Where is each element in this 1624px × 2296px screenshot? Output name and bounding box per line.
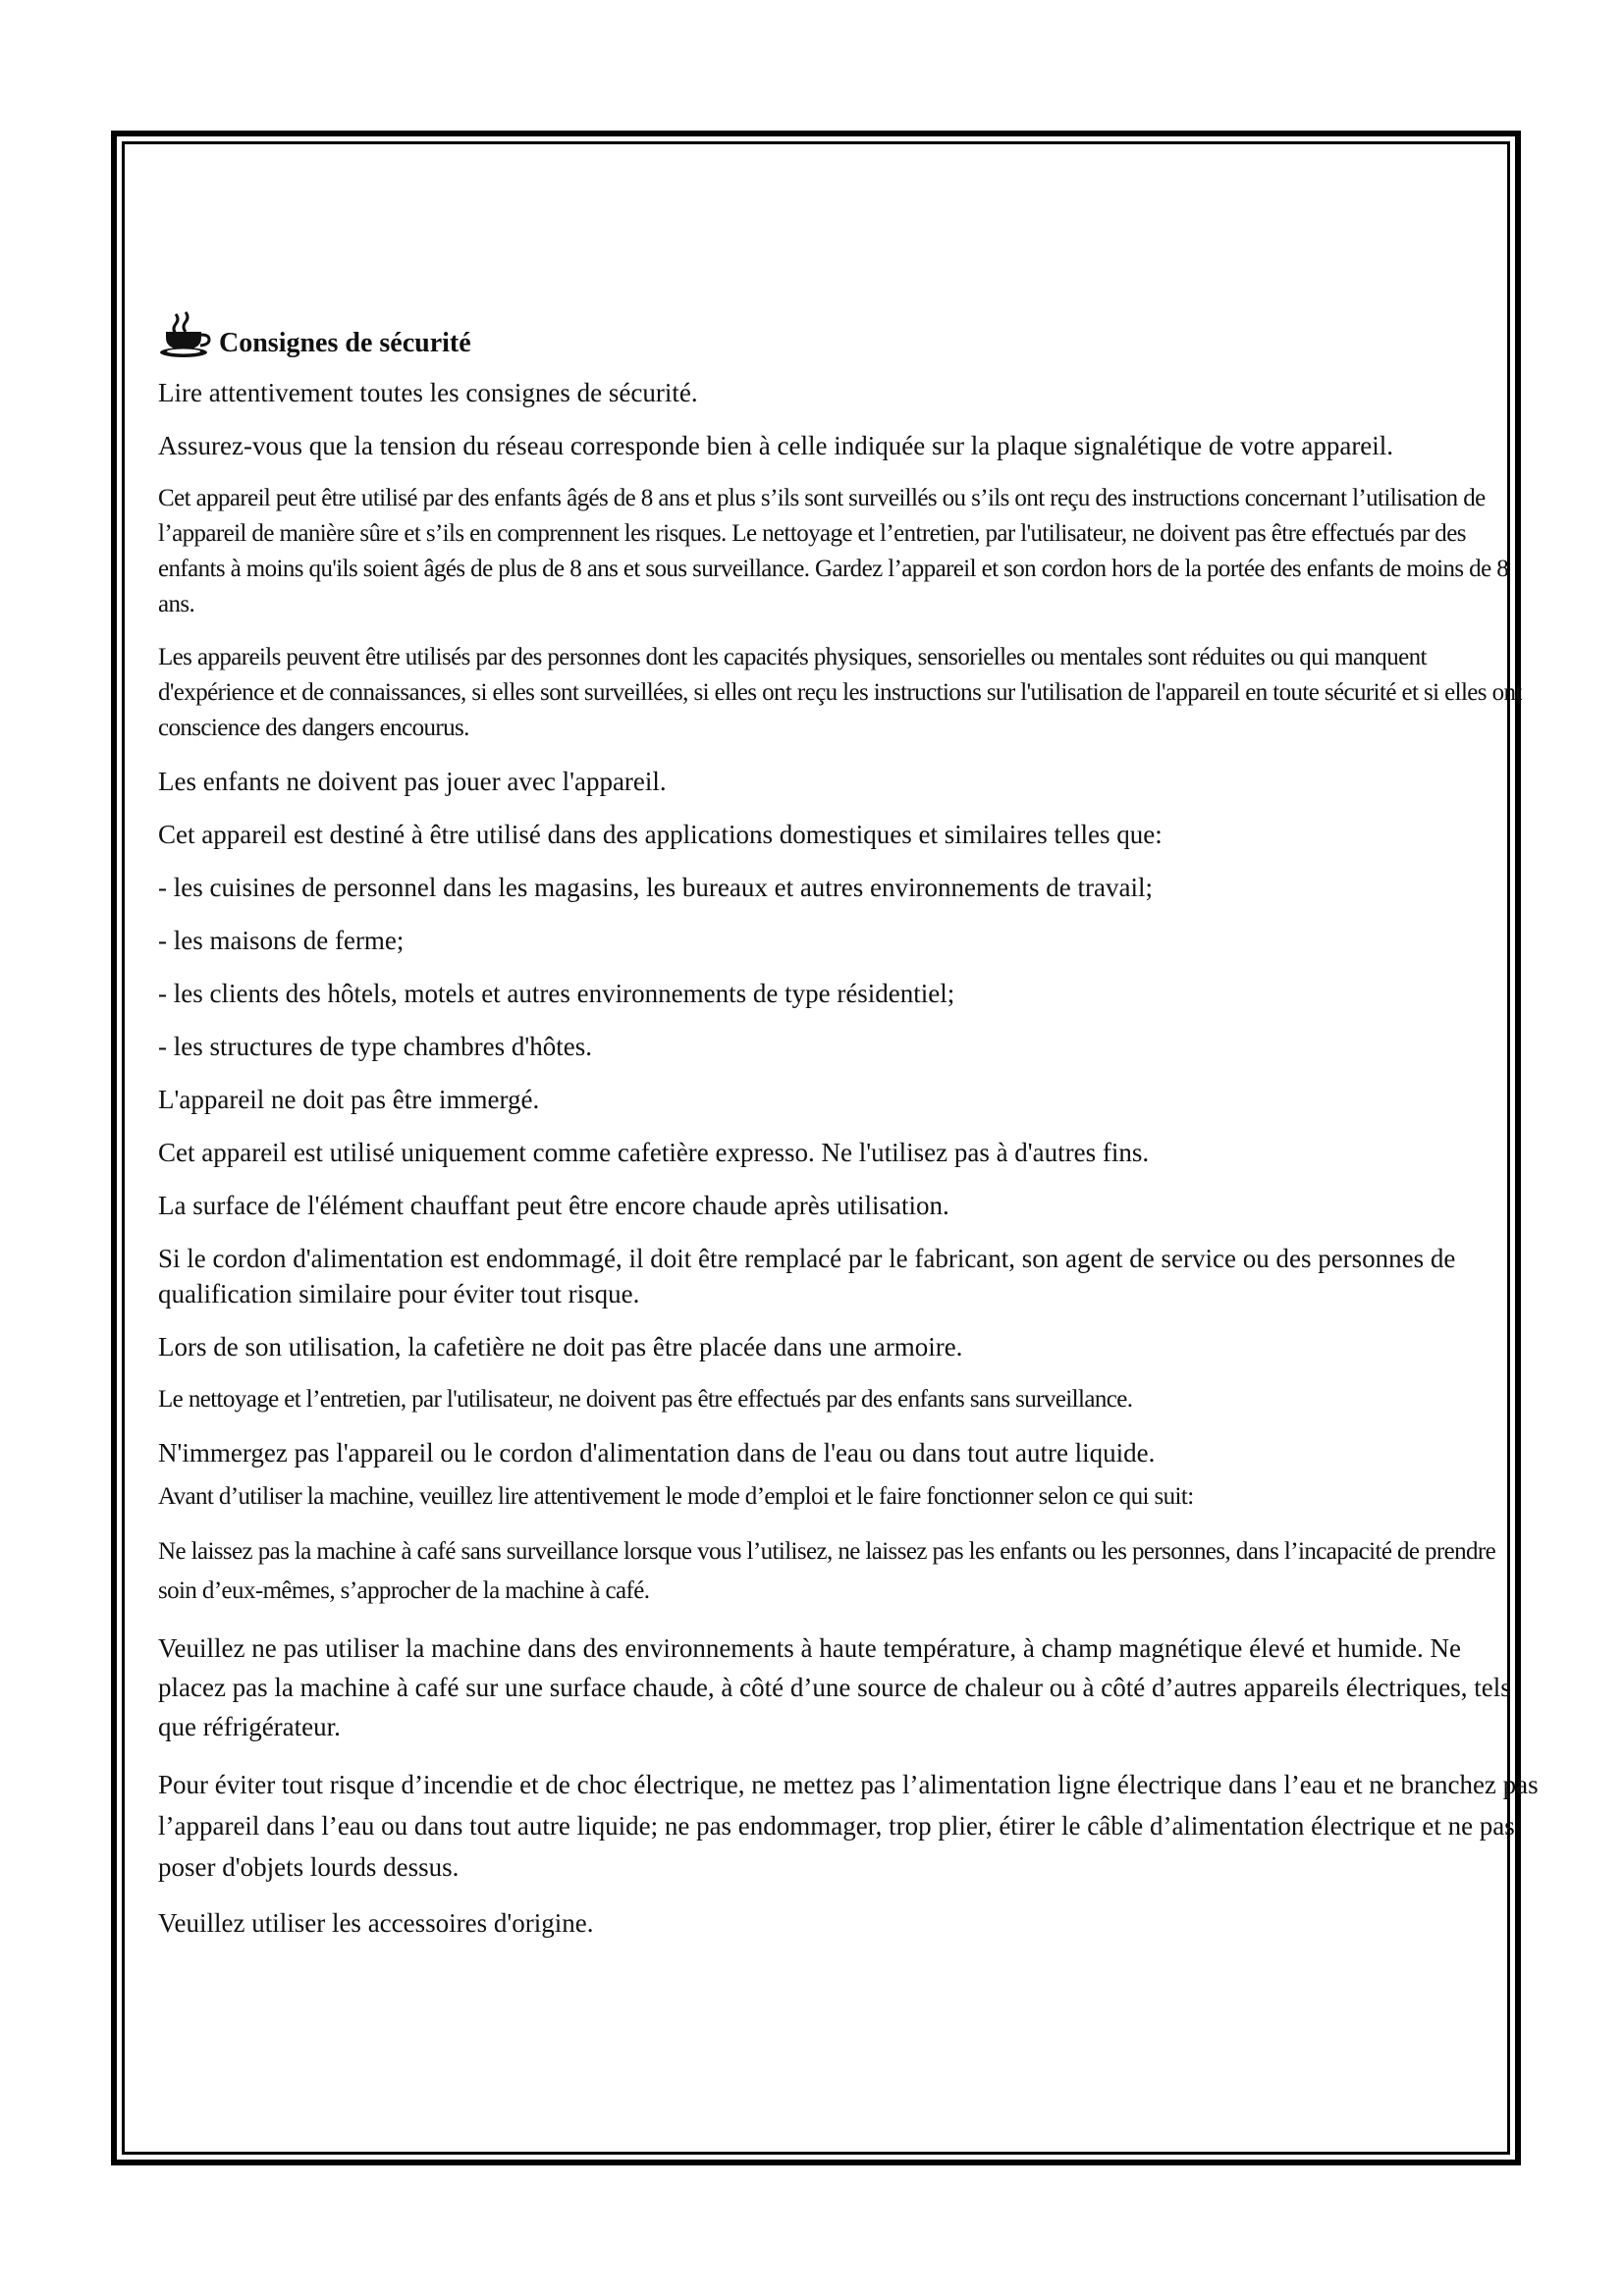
list-item: - les cuisines de personnel dans les magasins, les bureaux et autres environnements de travail; [158,873,1153,902]
list-item: - les maisons de ferme; [158,926,405,955]
section-heading [158,310,1533,359]
paragraph: Le nettoyage et l’entretien, par l'utilisateur, ne doivent pas être effectués par des enfants sans surveillance. [158,1386,1133,1413]
coffee-cup-icon [158,310,213,359]
paragraph: Ne laissez pas la machine à café sans surveillance lorsque vous l’utilisez, ne laissez pas les enfants ou les personnes, dans l’incapacité de prendre soin d’eux-mêmes, s’approcher de la machine à café. [158,1538,1496,1604]
paragraph: Cet appareil est utilisé uniquement comme cafetière expresso. Ne l'utilisez pas à d'autres fins. [158,1138,1150,1167]
paragraph: Pour éviter tout risque d’incendie et de choc électrique, ne mettez pas l’alimentation ligne électrique dans l’eau et ne branchez pas l’appareil dans l’eau ou dans tout autre liquide; ne pas endommager, trop plier, étirer le câble d’alimentation électrique et ne pas poser d'objets lourds dessus. [158,1770,1539,1882]
paragraph: L'appareil ne doit pas être immergé. [158,1085,540,1114]
paragraph: Les appareils peuvent être utilisés par des personnes dont les capacités physiques, sensorielles ou mentales sont réduites ou qui manquent d'expérience et de connaissances, si elles sont surveillées, si elles ont reçu les instructions sur l'utilisation de l'appareil en toute sécurité et si elles ont conscience des dangers encourus. [158,644,1522,741]
paragraph: N'immergez pas l'appareil ou le cordon d'alimentation dans de l'eau ou dans tout autre liquide. [158,1438,1156,1468]
list-item: - les clients des hôtels, motels et autres environnements de type résidentiel; [158,979,955,1008]
list-item: - les structures de type chambres d'hôtes. [158,1032,592,1061]
paragraph: Si le cordon d'alimentation est endommagé, il doit être remplacé par le fabricant, son agent de service ou des personnes de qualification similaire pour éviter tout risque. [158,1244,1456,1308]
paragraph: Veuillez ne pas utiliser la machine dans des environnements à haute température, à champ magnétique élevé et humide. Ne placez pas la machine à café sur une surface chaude, à côté d’une source de chaleur ou à côté d’autres appareils électriques, tels que réfrigérateur. [158,1633,1511,1741]
paragraph: Lire attentivement toutes les consignes de sécurité. [158,378,698,407]
paragraph: Lors de son utilisation, la cafetière ne doit pas être placée dans une armoire. [158,1332,963,1362]
paragraph: Cet appareil est destiné à être utilisé dans des applications domestiques et similaires telles que: [158,820,1163,849]
paragraph: Veuillez utiliser les accessoires d'origine. [158,1908,594,1938]
paragraph: Les enfants ne doivent pas jouer avec l'appareil. [158,767,667,796]
paragraph: Cet appareil peut être utilisé par des enfants âgés de 8 ans et plus s’ils sont surveillés ou s’ils ont reçu des instructions concernant l’utilisation de l’appareil de manière sûre et s’ils en comprennent les risques. Le nettoyage et l’entretien, par l'utilisateur, ne doivent pas être effectués par des enfants à moins qu'ils soient âgés de plus de 8 ans et sous surveillance. Gardez l’appareil et son cordon hors de la portée des enfants de moins de 8 ans. [158,485,1509,617]
paragraph: La surface de l'élément chauffant peut être encore chaude après utilisation. [158,1191,949,1220]
paragraph: Assurez-vous que la tension du réseau corresponde bien à celle indiquée sur la plaque signalétique de votre appareil. [158,431,1394,460]
safety-instructions [158,310,1539,1941]
paragraph: Avant d’utiliser la machine, veuillez lire attentivement le mode d’emploi et le faire fonctionner selon ce qui suit: [158,1483,1194,1510]
page-title: Consignes de sécurité [219,328,471,358]
